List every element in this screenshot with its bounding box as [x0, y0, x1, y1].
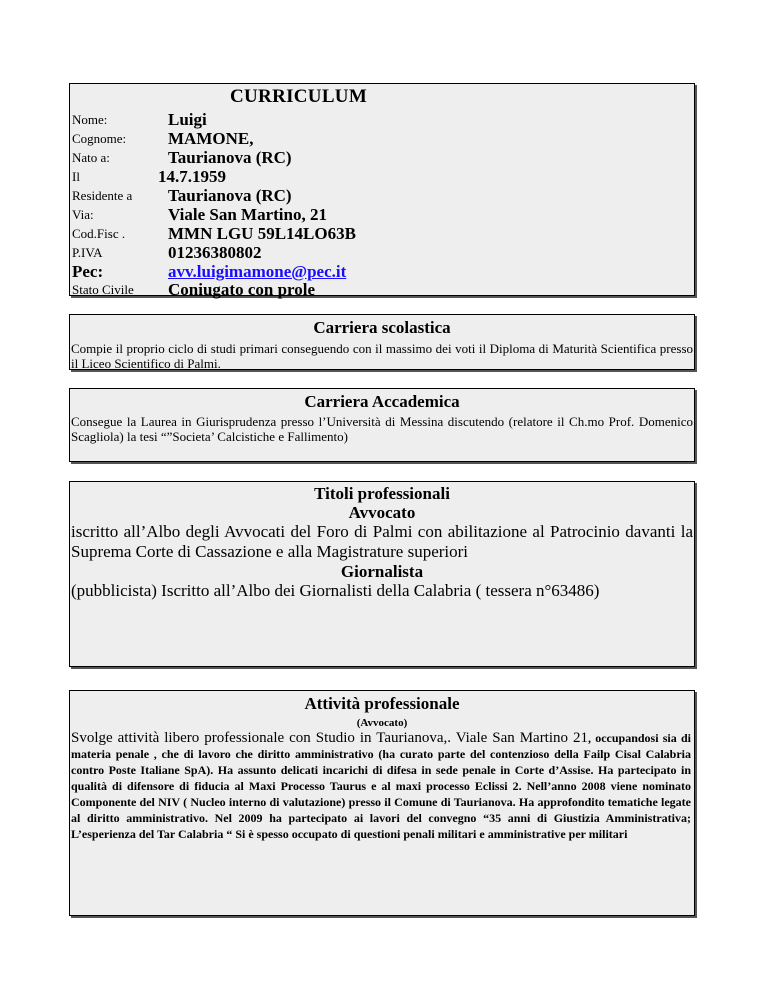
field-value: Coniugato con prole [168, 280, 316, 299]
section-title: Attività professionale [304, 694, 460, 713]
carriera-accademica-box [69, 388, 695, 462]
section-subtitle: (Avvocato) [356, 717, 408, 729]
personal-info-box [69, 83, 695, 299]
section-text [70, 730, 694, 842]
pec-value [168, 263, 346, 281]
field-row-codfisc [72, 225, 672, 243]
field-label: Nato a: [72, 150, 110, 165]
detail-text: , occupandosi sia di materia penale , che di lavoro che diritto amministrativo (ha curato parte del contenzioso della Failp Cisal Calabria contro Poste Italiane SpA). Ha assunto delicati incarichi di difesa in sede penale in Corte d’Assise. Ha partecipato in qualità di difensore di fiducia al Maxi Processo Taurus e al maxi processo Eclissi 2. Nell’anno 2008 viene nominato Componente del NIV ( Nucleo interno di valutazione) presso il Comune di Taurianova. Ha approfondito tematiche legate al diritto amministrativo. Nel 2009 ha partecipato ai lavori del convegno “35 anni di Giustizia Amministrativa; L’esperienza del Tar Calabria “ Si è spesso occupato di questioni penali militari e amministrative per militari [71, 731, 691, 841]
field-value: MAMONE, [168, 129, 254, 148]
lead-text: Svolge attività libero professionale con Studio in Taurianova,. Viale San Martino 21 [71, 730, 588, 746]
giornalista-text: (pubblicista) Iscritto all’Albo dei Giornalisti della Calabria ( tessera n°63486) [71, 581, 600, 600]
field-label: Cognome: [72, 131, 127, 146]
section-text: Consegue la Laurea in Giurisprudenza presso l’Università di Messina discutendo (relatore il Ch.mo Prof. Domenico Scagliola) la tesi “”Societa’ Calcistiche e Fallimento) [71, 414, 693, 444]
carriera-scolastica-box [69, 314, 695, 370]
field-value: Taurianova (RC) [168, 148, 292, 167]
field-label: P.IVA [72, 245, 103, 260]
field-label: Via: [72, 207, 94, 222]
attivita-professionale-box [69, 690, 695, 916]
section-title: Carriera scolastica [313, 318, 451, 337]
field-label: Residente a [72, 188, 133, 203]
field-value: 14.7.1959 [158, 167, 226, 186]
pec-link[interactable]: avv.luigimamone@pec.it [168, 262, 347, 281]
section-text: Compie il proprio ciclo di studi primari conseguendo con il massimo dei voti il Diploma di Maturità Scientifica presso il Liceo Scientifico di Palmi. [71, 341, 693, 371]
field-row-piva [72, 244, 672, 262]
field-label: Pec: [72, 262, 104, 281]
field-row-via [72, 206, 672, 224]
field-value: Luigi [168, 110, 207, 129]
section-title: Carriera Accademica [304, 392, 460, 411]
giornalista-title: Giornalista [340, 562, 424, 581]
field-value: Taurianova (RC) [168, 186, 292, 205]
titoli-professionali-box [69, 481, 695, 667]
field-row-residente [72, 187, 672, 205]
field-value: Viale San Martino, 21 [168, 205, 327, 224]
field-label: Il [72, 169, 80, 184]
field-label: Stato Civile [72, 282, 134, 297]
curriculum-title: CURRICULUM [230, 86, 368, 107]
field-row-cognome [72, 130, 672, 148]
field-value: MMN LGU 59L14LO63B [168, 224, 356, 243]
avvocato-title: Avvocato [348, 503, 416, 522]
field-label: Cod.Fisc . [72, 226, 126, 241]
section-title: Titoli professionali [314, 484, 450, 503]
field-row-nato [72, 149, 672, 167]
field-row-data [72, 168, 672, 186]
field-row-nome [72, 111, 672, 129]
avvocato-text: iscritto all’Albo degli Avvocati del Foro di Palmi con abilitazione al Patrocinio davanti la Suprema Corte di Cassazione e alla Magistrature superiori [71, 522, 693, 561]
field-label: Nome: [72, 112, 108, 127]
field-value: 01236380802 [168, 243, 262, 262]
field-row-pec [72, 263, 672, 281]
field-row-stato-civile [72, 281, 672, 299]
